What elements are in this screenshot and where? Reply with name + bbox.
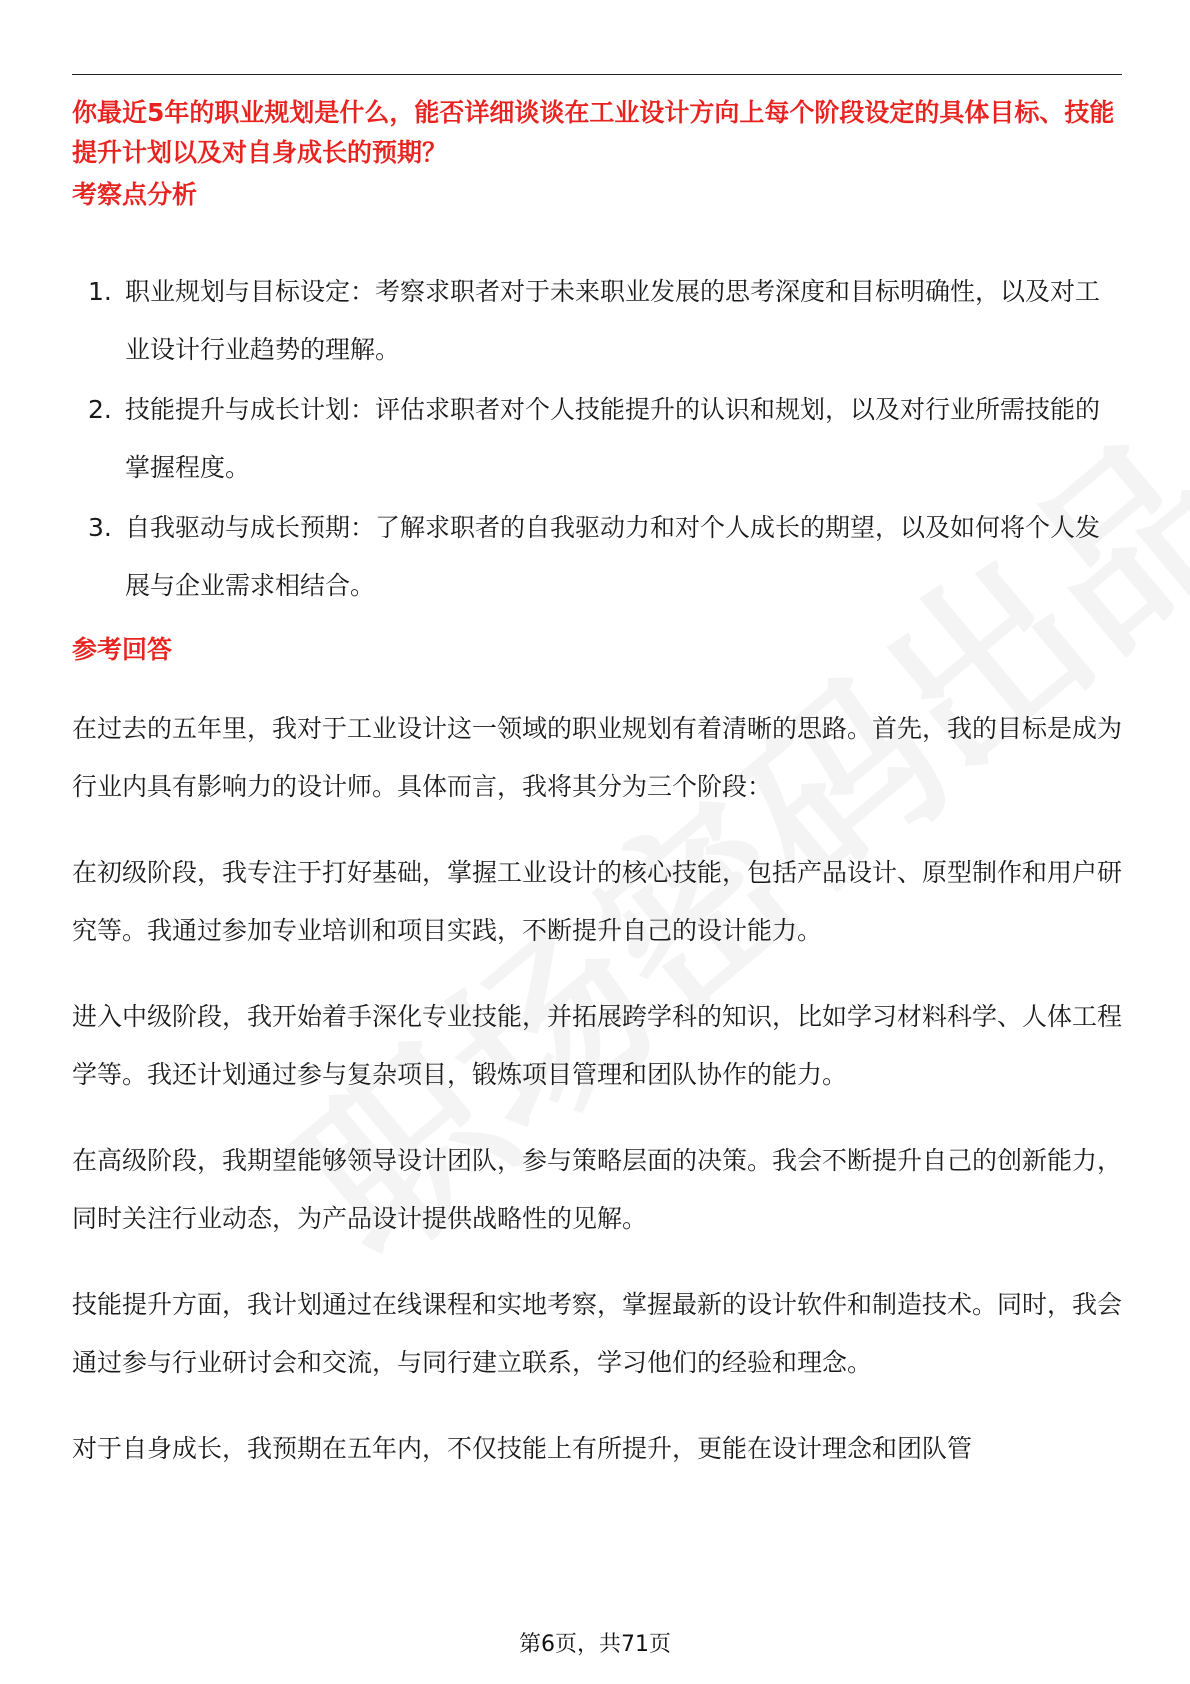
question-title: 你最近5年的职业规划是什么，能否详细谈谈在工业设计方向上每个阶段设定的具体目标、技能提升计划以及对自身成长的预期？	[72, 98, 1115, 167]
analysis-item	[72, 263, 1122, 379]
answer-heading: 参考回答	[72, 635, 173, 664]
answer-paragraph: 进入中级阶段，我开始着手深化专业技能，并拓展跨学科的知识，比如学习材料科学、人体工程学等。我还计划通过参与复杂项目，锻炼项目管理和团队协作的能力。	[72, 1002, 1123, 1089]
answer-body	[72, 700, 1122, 1506]
answer-paragraph: 在高级阶段，我期望能够领导设计团队，参与策略层面的决策。我会不断提升自己的创新能力，同时关注行业动态，为产品设计提供战略性的见解。	[72, 1146, 1123, 1233]
answer-paragraph: 在过去的五年里，我对于工业设计这一领域的职业规划有着清晰的思路。首先，我的目标是成为行业内具有影响力的设计师。具体而言，我将其分为三个阶段：	[72, 714, 1123, 801]
analysis-item-text: 技能提升与成长计划：评估求职者对个人技能提升的认识和规划，以及对行业所需技能的掌握程度。	[125, 395, 1101, 482]
analysis-item-number: 3.	[88, 513, 112, 542]
analysis-item	[72, 381, 1122, 497]
answer-paragraph: 技能提升方面，我计划通过在线课程和实地考察，掌握最新的设计软件和制造技术。同时，我会通过参与行业研讨会和交流，与同行建立联系，学习他们的经验和理念。	[72, 1290, 1123, 1377]
analysis-item	[72, 499, 1122, 615]
analysis-item-text: 职业规划与目标设定：考察求职者对于未来职业发展的思考深度和目标明确性，以及对工业设计行业趋势的理解。	[125, 277, 1101, 364]
analysis-list	[72, 263, 1122, 615]
answer-paragraph: 在初级阶段，我专注于打好基础，掌握工业设计的核心技能，包括产品设计、原型制作和用户研究等。我通过参加专业培训和项目实践，不断提升自己的设计能力。	[72, 858, 1123, 945]
analysis-heading: 考察点分析	[72, 180, 198, 209]
top-divider	[72, 74, 1122, 75]
page-number: 第6页，共71页	[519, 1632, 671, 1657]
answer-paragraph: 对于自身成长，我预期在五年内，不仅技能上有所提升，更能在设计理念和团队管	[72, 1434, 973, 1463]
analysis-item-number: 2.	[88, 395, 112, 424]
analysis-item-text: 自我驱动与成长预期：了解求职者的自我驱动力和对个人成长的期望，以及如何将个人发展与企业需求相结合。	[125, 513, 1101, 600]
analysis-item-number: 1.	[88, 277, 112, 306]
